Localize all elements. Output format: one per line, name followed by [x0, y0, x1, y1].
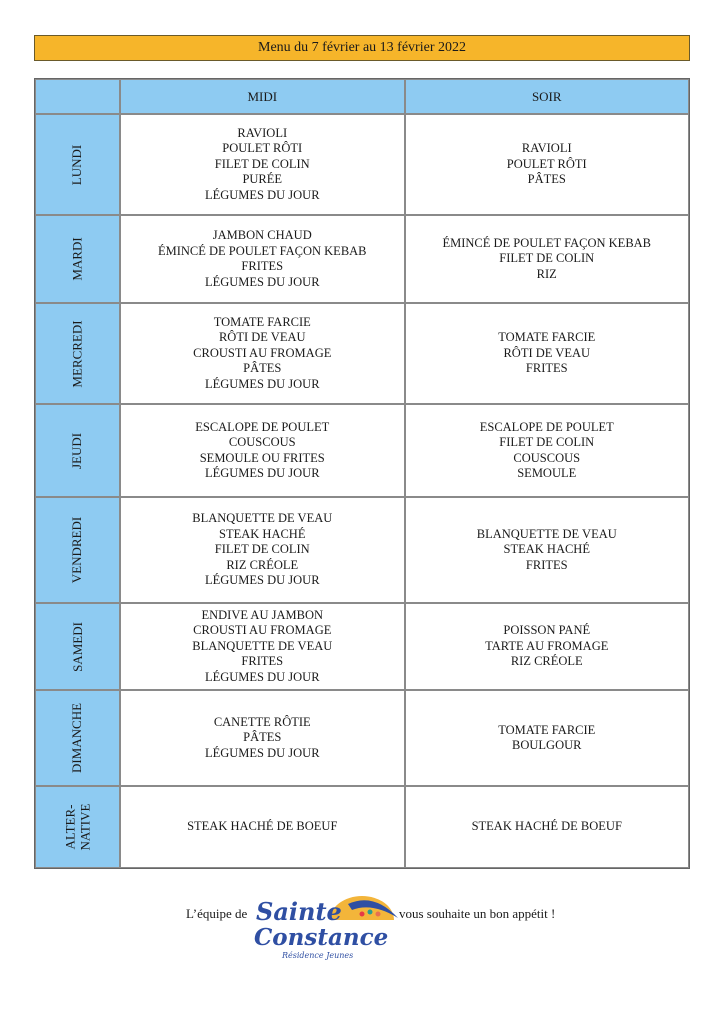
soir-cell	[405, 303, 690, 404]
dish: FILET DE COLIN	[499, 251, 595, 266]
midi-cell	[120, 114, 405, 215]
alternative-label	[63, 803, 93, 850]
soir-cell	[405, 786, 690, 868]
midi-cell	[120, 215, 405, 303]
day-cell	[35, 690, 120, 786]
day-cell	[35, 114, 120, 215]
dish: CROUSTI AU FROMAGE	[193, 345, 332, 360]
midi-cell	[120, 497, 405, 603]
sainte-constance-logo	[252, 892, 402, 962]
dish: LÉGUMES DU JOUR	[204, 376, 320, 391]
dish: LÉGUMES DU JOUR	[204, 466, 320, 480]
midi-cell	[120, 690, 405, 786]
day-cell	[35, 497, 120, 603]
midi-cell	[120, 786, 405, 868]
dish: FRITES	[241, 654, 284, 669]
day-row	[35, 303, 689, 404]
logo-text-line1: Sainte	[256, 897, 342, 926]
midi-cell	[120, 603, 405, 690]
dish: BLANQUETTE DE VEAU	[192, 638, 333, 653]
dish: SEMOULE	[517, 466, 577, 480]
dish: TOMATE FARCIE	[213, 314, 311, 329]
dish: RIZ	[536, 266, 557, 281]
dish: RÔTI DE VEAU	[503, 345, 591, 360]
dish: STEAK HACHÉ	[503, 542, 590, 557]
dish: TARTE AU FROMAGE	[485, 638, 609, 653]
dish: ÉMINCÉ DE POULET FAÇON KEBAB	[442, 235, 652, 250]
dish: FRITES	[525, 361, 568, 376]
day-row	[35, 603, 689, 690]
dish: ÉMINCÉ DE POULET FAÇON KEBAB	[157, 243, 367, 258]
dish: LÉGUMES DU JOUR	[204, 573, 320, 588]
dish: CROUSTI AU FROMAGE	[193, 623, 332, 638]
day-cell	[35, 603, 120, 690]
column-header-midi: MIDI	[120, 79, 405, 114]
day-cell	[35, 303, 120, 404]
midi-cell	[120, 303, 405, 404]
dish: PÂTES	[527, 172, 566, 187]
soir-cell	[405, 690, 690, 786]
dish: LÉGUMES DU JOUR	[204, 745, 320, 760]
day-row	[35, 690, 689, 786]
day-row	[35, 497, 689, 603]
dish: BLANQUETTE DE VEAU	[192, 511, 333, 526]
dish: SEMOULE OU FRITES	[199, 450, 325, 465]
day-cell	[35, 404, 120, 497]
alternative-label-line2: NATIVE	[77, 803, 93, 850]
dish: FRITES	[525, 557, 568, 572]
dish: JAMBON CHAUD	[212, 228, 312, 242]
dish: FILET DE COLIN	[214, 542, 310, 557]
dish: POULET RÔTI	[506, 156, 587, 171]
dish: TOMATE FARCIE	[498, 330, 596, 345]
dish: RAVIOLI	[237, 125, 288, 140]
dish: TOMATE FARCIE	[498, 722, 596, 737]
dish: ENDIVE AU JAMBON	[201, 607, 324, 622]
dish: RIZ CRÉOLE	[226, 557, 299, 572]
menu-title: Menu du 7 février au 13 février 2022	[34, 35, 690, 61]
dish: PURÉE	[242, 172, 283, 187]
dish: RIZ CRÉOLE	[510, 654, 583, 669]
dish: FILET DE COLIN	[214, 156, 310, 171]
column-header-soir: SOIR	[405, 79, 690, 114]
dish: COUSCOUS	[513, 450, 581, 465]
dish: PÂTES	[243, 730, 282, 745]
dish: COUSCOUS	[228, 435, 296, 449]
soir-cell	[405, 404, 690, 497]
dish: RAVIOLI	[521, 141, 572, 156]
day-label: MERCREDI	[69, 319, 85, 388]
alternative-cell	[35, 786, 120, 868]
day-row	[35, 215, 689, 303]
dish: LÉGUMES DU JOUR	[204, 274, 320, 289]
soir-cell	[405, 215, 690, 303]
dish: CANETTE RÔTIE	[213, 714, 311, 729]
dish: STEAK HACHÉ	[219, 526, 306, 541]
soir-cell	[405, 603, 690, 690]
dish: POISSON PANÉ	[503, 623, 591, 638]
menu-table	[34, 78, 690, 869]
dish: RÔTI DE VEAU	[218, 330, 306, 345]
footer	[0, 892, 725, 962]
dish: STEAK HACHÉ DE BOEUF	[471, 819, 622, 834]
soir-cell	[405, 114, 690, 215]
logo-subtitle: Résidence Jeunes	[282, 951, 354, 960]
dish: BLANQUETTE DE VEAU	[476, 526, 617, 541]
logo-text-line2: Constance	[254, 924, 389, 951]
dish: FRITES	[241, 259, 284, 273]
dish: STEAK HACHÉ DE BOEUF	[187, 819, 338, 834]
day-label: DIMANCHE	[69, 702, 85, 774]
footer-left-text: L’équipe de	[186, 906, 248, 921]
day-label: MARDI	[69, 237, 85, 281]
day-row	[35, 114, 689, 215]
dish: LÉGUMES DU JOUR	[204, 669, 320, 684]
midi-cell	[120, 404, 405, 497]
dish: PÂTES	[243, 361, 282, 376]
day-label: VENDREDI	[69, 516, 85, 584]
soir-cell	[405, 497, 690, 603]
alternative-label-line1: ALTER-	[62, 803, 78, 850]
day-label: JEUDI	[69, 432, 85, 469]
alternative-row	[35, 786, 689, 868]
dish: BOULGOUR	[512, 738, 582, 752]
dish: FILET DE COLIN	[499, 435, 595, 449]
day-label: LUNDI	[69, 144, 85, 185]
dish: ESCALOPE DE POULET	[195, 419, 330, 434]
dish: LÉGUMES DU JOUR	[204, 187, 320, 202]
footer-right-text: vous souhaite un bon appétit !	[399, 906, 556, 921]
day-label: SAMEDI	[69, 621, 85, 672]
dish: ESCALOPE DE POULET	[479, 419, 614, 434]
day-cell	[35, 215, 120, 303]
corner-cell	[35, 79, 120, 114]
day-row	[35, 404, 689, 497]
dish: POULET RÔTI	[222, 141, 303, 156]
